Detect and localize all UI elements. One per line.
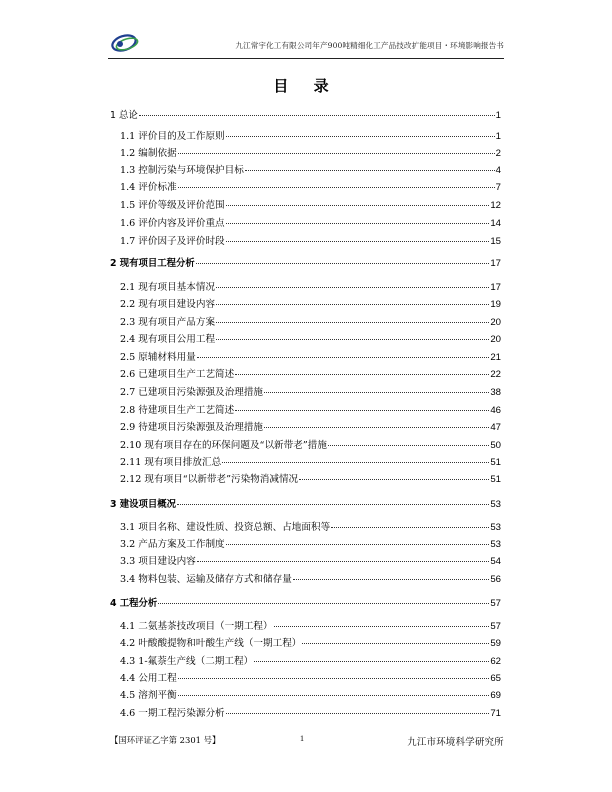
toc-entry-page: 1 xyxy=(495,110,501,121)
toc-entry-page: 46 xyxy=(490,405,501,416)
toc-entry-title: 2.1 现有项目基本情况 xyxy=(120,282,216,293)
toc-entry-title: 4.5 溶剂平衡 xyxy=(120,690,177,701)
toc-entry[interactable] xyxy=(120,334,501,346)
toc-entry-title: 4.2 叶酸酸提物和叶酸生产线（一期工程） xyxy=(120,638,302,649)
header-title: 九江常宇化工有限公司年产900吨精细化工产品技改扩能项目・环境影响报告书 xyxy=(235,41,504,50)
toc-entry-title: 2.8 待建项目生产工艺简述 xyxy=(120,405,235,416)
toc-leader-dots xyxy=(196,262,490,264)
toc-entry-page: 53 xyxy=(490,522,501,533)
toc-entry-title: 1.4 评价标准 xyxy=(120,182,177,193)
toc-leader-dots xyxy=(216,303,489,305)
toc-entry-title: 1.1 评价目的及工作原则 xyxy=(120,131,225,142)
toc-entry-title: 4 工程分析 xyxy=(110,598,158,609)
toc-entry-title: 2.2 现有项目建设内容 xyxy=(120,299,216,310)
toc-leader-dots xyxy=(139,114,495,116)
toc-entry-page: 69 xyxy=(490,690,501,701)
toc-entry[interactable] xyxy=(120,556,501,568)
toc-entry-page: 20 xyxy=(490,334,501,345)
toc-entry[interactable] xyxy=(120,131,501,143)
toc-entry-page: 17 xyxy=(490,282,501,293)
toc-entry-page: 57 xyxy=(490,621,501,632)
toc-leader-dots xyxy=(299,478,489,480)
toc-leader-dots xyxy=(177,503,489,505)
toc-entry[interactable] xyxy=(110,110,501,122)
toc-leader-dots xyxy=(197,356,489,358)
toc-leader-dots xyxy=(226,222,490,224)
toc-leader-dots xyxy=(216,338,489,340)
toc-entry-title: 4.3 1-氟萘生产线（二期工程） xyxy=(120,656,254,667)
toc-entry[interactable] xyxy=(120,457,501,469)
toc-entry[interactable] xyxy=(120,200,501,212)
toc-leader-dots xyxy=(226,204,490,206)
toc-leader-dots xyxy=(178,186,495,188)
toc-entry-page: 14 xyxy=(490,218,501,229)
toc-entry[interactable] xyxy=(120,352,501,364)
toc-entry[interactable] xyxy=(120,282,501,294)
toc-entry-title: 4.4 公用工程 xyxy=(120,673,177,684)
toc-leader-dots xyxy=(226,135,495,137)
toc-entry-title: 3.1 项目名称、建设性质、投资总额、占地面积等 xyxy=(120,522,331,533)
toc-entry-page: 62 xyxy=(490,656,501,667)
toc-entry-page: 59 xyxy=(490,638,501,649)
toc-entry-title: 2.9 待建项目污染源强及治理措施 xyxy=(120,422,264,433)
toc-entry[interactable] xyxy=(110,258,501,270)
toc-entry[interactable] xyxy=(110,598,501,610)
toc-entry-page: 56 xyxy=(490,574,501,585)
toc-leader-dots xyxy=(274,625,490,627)
toc-entry[interactable] xyxy=(110,499,501,511)
toc-entry[interactable] xyxy=(120,522,501,534)
toc-entry[interactable] xyxy=(120,539,501,551)
toc-leader-dots xyxy=(328,444,489,446)
toc-entry[interactable] xyxy=(120,299,501,311)
toc-entry[interactable] xyxy=(120,165,501,177)
toc-leader-dots xyxy=(197,560,489,562)
toc-entry-title: 1.6 评价内容及评价重点 xyxy=(120,218,225,229)
toc-leader-dots xyxy=(245,169,495,171)
toc-entry-title: 4.6 一期工程污染源分析 xyxy=(120,708,225,719)
footer-page-number: 1 xyxy=(300,734,304,743)
toc-entry[interactable] xyxy=(120,574,501,586)
toc-entry-page: 17 xyxy=(490,258,501,269)
toc-entry-title: 3 建设项目概况 xyxy=(110,499,177,510)
toc-entry-title: 2.6 已建项目生产工艺简述 xyxy=(120,369,235,380)
toc-entry[interactable] xyxy=(120,182,501,194)
toc-entry-page: 19 xyxy=(490,299,501,310)
toc-entry[interactable] xyxy=(120,474,501,486)
toc-leader-dots xyxy=(302,642,489,644)
toc-entry-title: 2.7 已建项目污染源强及治理措施 xyxy=(120,387,264,398)
toc-entry[interactable] xyxy=(120,638,501,650)
toc-leader-dots xyxy=(226,543,490,545)
toc-leader-dots xyxy=(264,391,489,393)
toc-entry-page: 38 xyxy=(490,387,501,398)
toc-entry-page: 50 xyxy=(490,440,501,451)
toc-leader-dots xyxy=(178,694,490,696)
toc-leader-dots xyxy=(216,321,489,323)
toc-entry[interactable] xyxy=(120,369,501,381)
toc-entry[interactable] xyxy=(120,673,501,685)
toc-entry-page: 51 xyxy=(490,474,501,485)
toc-entry-page: 54 xyxy=(490,556,501,567)
toc-entry-page: 2 xyxy=(495,148,501,159)
toc-leader-dots xyxy=(158,602,489,604)
toc-leader-dots xyxy=(235,373,489,375)
toc-entry-title: 2.10 现有项目存在的环保问题及“以新带老”措施 xyxy=(120,440,327,451)
toc-entry-page: 12 xyxy=(490,200,501,211)
toc-entry-title: 3.3 项目建设内容 xyxy=(120,556,196,567)
toc-entry-title: 2.4 现有项目公用工程 xyxy=(120,334,216,345)
toc-leader-dots xyxy=(254,660,489,662)
toc-entry-page: 53 xyxy=(490,539,501,550)
toc-entry-page: 57 xyxy=(490,598,501,609)
toc-leader-dots xyxy=(226,240,490,242)
footer-institute: 九江市环境科学研究所 xyxy=(407,737,504,748)
toc-entry[interactable] xyxy=(120,656,501,668)
toc-entry-title: 2.3 现有项目产品方案 xyxy=(120,317,216,328)
toc-entry-page: 22 xyxy=(490,369,501,380)
toc-leader-dots xyxy=(293,578,490,580)
toc-entry-page: 1 xyxy=(495,131,501,142)
toc-entry-page: 4 xyxy=(495,165,501,176)
toc-entry[interactable] xyxy=(120,236,501,248)
toc-entry-title: 2.11 现有项目排放汇总 xyxy=(120,457,222,468)
toc-entry-title: 3.2 产品方案及工作制度 xyxy=(120,539,225,550)
toc-entry-page: 65 xyxy=(490,673,501,684)
toc-leader-dots xyxy=(178,152,495,154)
toc-entry[interactable] xyxy=(120,440,501,452)
toc-leader-dots xyxy=(331,526,489,528)
toc-entry-page: 71 xyxy=(490,708,501,719)
toc-leader-dots xyxy=(264,426,489,428)
toc-entry[interactable] xyxy=(120,387,501,399)
toc-entry-title: 2.5 原辅材料用量 xyxy=(120,352,196,363)
toc-entry-title: 1.2 编制依据 xyxy=(120,148,177,159)
toc-entry-title: 1.7 评价因子及评价时段 xyxy=(120,236,225,247)
toc-entry[interactable] xyxy=(120,690,501,702)
toc-leader-dots xyxy=(222,461,489,463)
toc-entry-title: 4.1 二氨基茶技改项目（一期工程） xyxy=(120,621,273,632)
toc-entry[interactable] xyxy=(120,422,501,434)
toc-entry-title: 3.4 物料包装、运输及储存方式和储存量 xyxy=(120,574,292,585)
toc-entry-title: 1 总论 xyxy=(110,110,138,121)
toc-leader-dots xyxy=(226,712,490,714)
toc-entry-page: 20 xyxy=(490,317,501,328)
toc-entry-page: 47 xyxy=(490,422,501,433)
page-title: 目 录 xyxy=(273,77,339,95)
toc-entry-page: 53 xyxy=(490,499,501,510)
toc-leader-dots xyxy=(178,677,490,679)
toc-entry-title: 2 现有项目工程分析 xyxy=(110,258,195,269)
toc-entry-page: 21 xyxy=(490,352,501,363)
toc-entry[interactable] xyxy=(120,708,501,720)
toc-entry-title: 2.12 现有项目“以新带老”污染物消减情况 xyxy=(120,474,299,485)
toc-leader-dots xyxy=(235,409,489,411)
toc-leader-dots xyxy=(216,286,489,288)
toc-entry-page: 15 xyxy=(490,236,501,247)
toc-entry[interactable] xyxy=(120,218,501,230)
toc-entry[interactable] xyxy=(120,405,501,417)
toc-entry[interactable] xyxy=(120,317,501,329)
footer-certificate: 【国环评证乙字第 2301 号】 xyxy=(110,735,221,745)
toc-entry-title: 1.3 控制污染与环境保护目标 xyxy=(120,165,244,176)
toc-entry-title: 1.5 评价等级及评价范围 xyxy=(120,200,225,211)
toc-entry[interactable] xyxy=(120,148,501,160)
toc-entry-page: 51 xyxy=(490,457,501,468)
toc-entry[interactable] xyxy=(120,621,501,633)
toc-entry-page: 7 xyxy=(495,182,501,193)
